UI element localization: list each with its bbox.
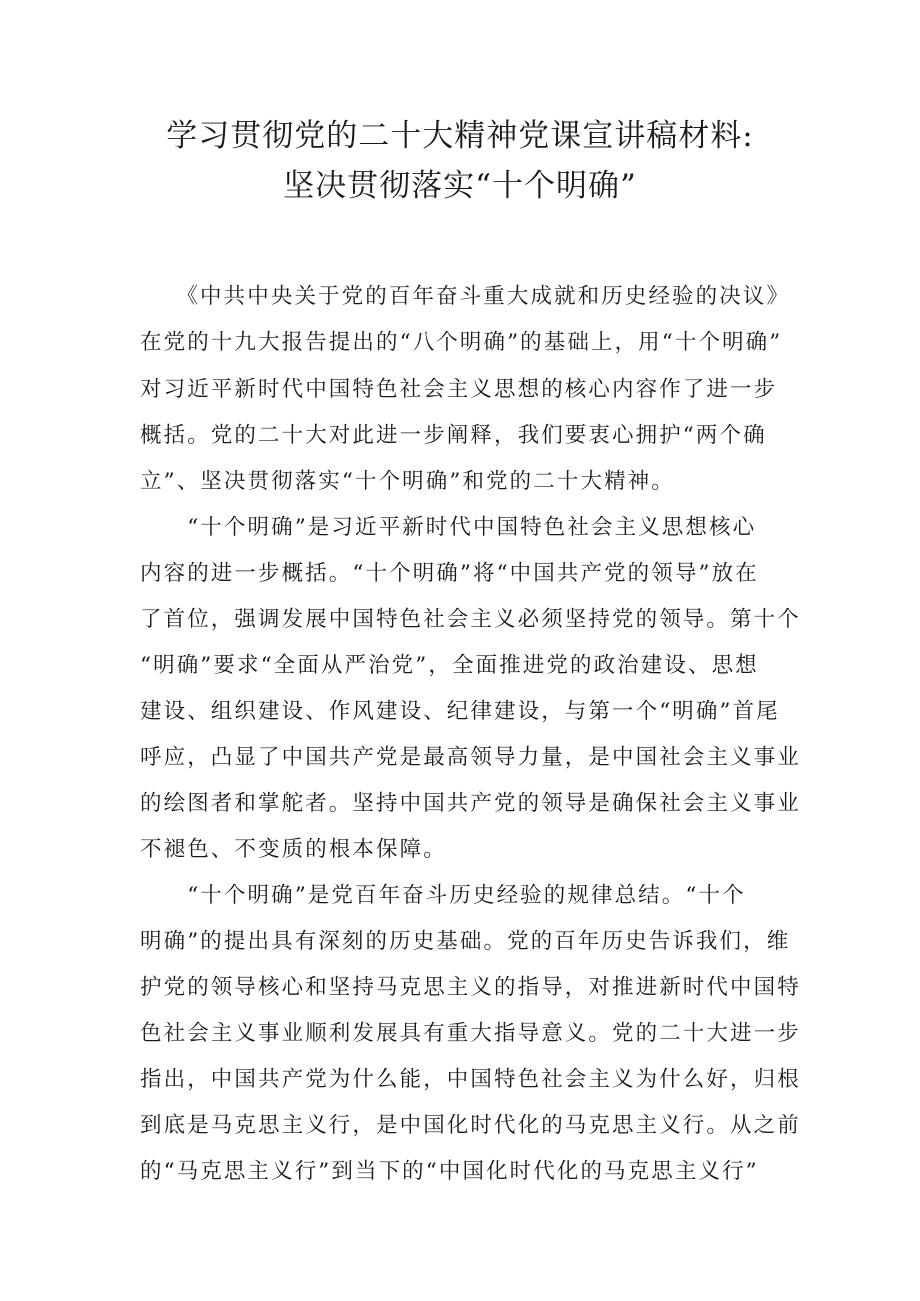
body-line: 护党的领导核心和坚持马克思主义的指导，对推进新时代中国特 bbox=[140, 975, 801, 1000]
body-line: 指出，中国共产党为什么能，中国特色社会主义为什么好，归根 bbox=[140, 1067, 801, 1092]
body-line: 色社会主义事业顺利发展具有重大指导意义。党的二十大进一步 bbox=[140, 1021, 801, 1046]
document-title-line-2: 坚决贯彻落实“十个明确” bbox=[283, 168, 637, 204]
body-line: 不褪色、不变质的根本保障。 bbox=[140, 837, 447, 862]
body-line: 概括。党的二十大对此进一步阐释，我们要衷心拥护“两个确 bbox=[140, 423, 767, 448]
body-line: 建设、组织建设、作风建设、纪律建设，与第一个“明确”首尾 bbox=[140, 699, 780, 724]
body-line: 立”、坚决贯彻落实“十个明确”和党的二十大精神。 bbox=[140, 469, 675, 494]
body-line: 对习近平新时代中国特色社会主义思想的核心内容作了进一步 bbox=[140, 377, 778, 402]
body-line: 《中共中央关于党的百年奋斗重大成就和历史经验的决议》 bbox=[140, 284, 791, 309]
body-line: 在党的十九大报告提出的“八个明确”的基础上，用“十个明确” bbox=[140, 330, 783, 355]
body-line: “十个明确”是党百年奋斗历史经验的规律总结。“十个 bbox=[140, 883, 746, 908]
body-line: 明确”的提出具有深刻的历史基础。党的百年历史告诉我们，维 bbox=[140, 929, 791, 954]
body-line: 的绘图者和掌舵者。坚持中国共产党的领导是确保社会主义事业 bbox=[140, 791, 801, 816]
body-line: “十个明确”是习近平新时代中国特色社会主义思想核心 bbox=[140, 515, 757, 540]
body-line: 呼应，凸显了中国共产党是最高领导力量，是中国社会主义事业 bbox=[140, 745, 801, 770]
body-line: 了首位，强调发展中国特色社会主义必须坚持党的领导。第十个 bbox=[140, 607, 801, 632]
body-line: 到底是马克思主义行，是中国化时代化的马克思主义行。从之前 bbox=[140, 1113, 801, 1138]
body-line: 内容的进一步概括。“十个明确”将“中国共产党的领导”放在 bbox=[140, 561, 759, 586]
body-line: 的“马克思主义行”到当下的“中国化时代化的马克思主义行” bbox=[140, 1159, 759, 1184]
document-title-line-1: 学习贯彻党的二十大精神党课宣讲稿材料: bbox=[166, 118, 754, 154]
body-line: “明确”要求“全面从严治党”，全面推进党的政治建设、思想 bbox=[140, 653, 759, 678]
